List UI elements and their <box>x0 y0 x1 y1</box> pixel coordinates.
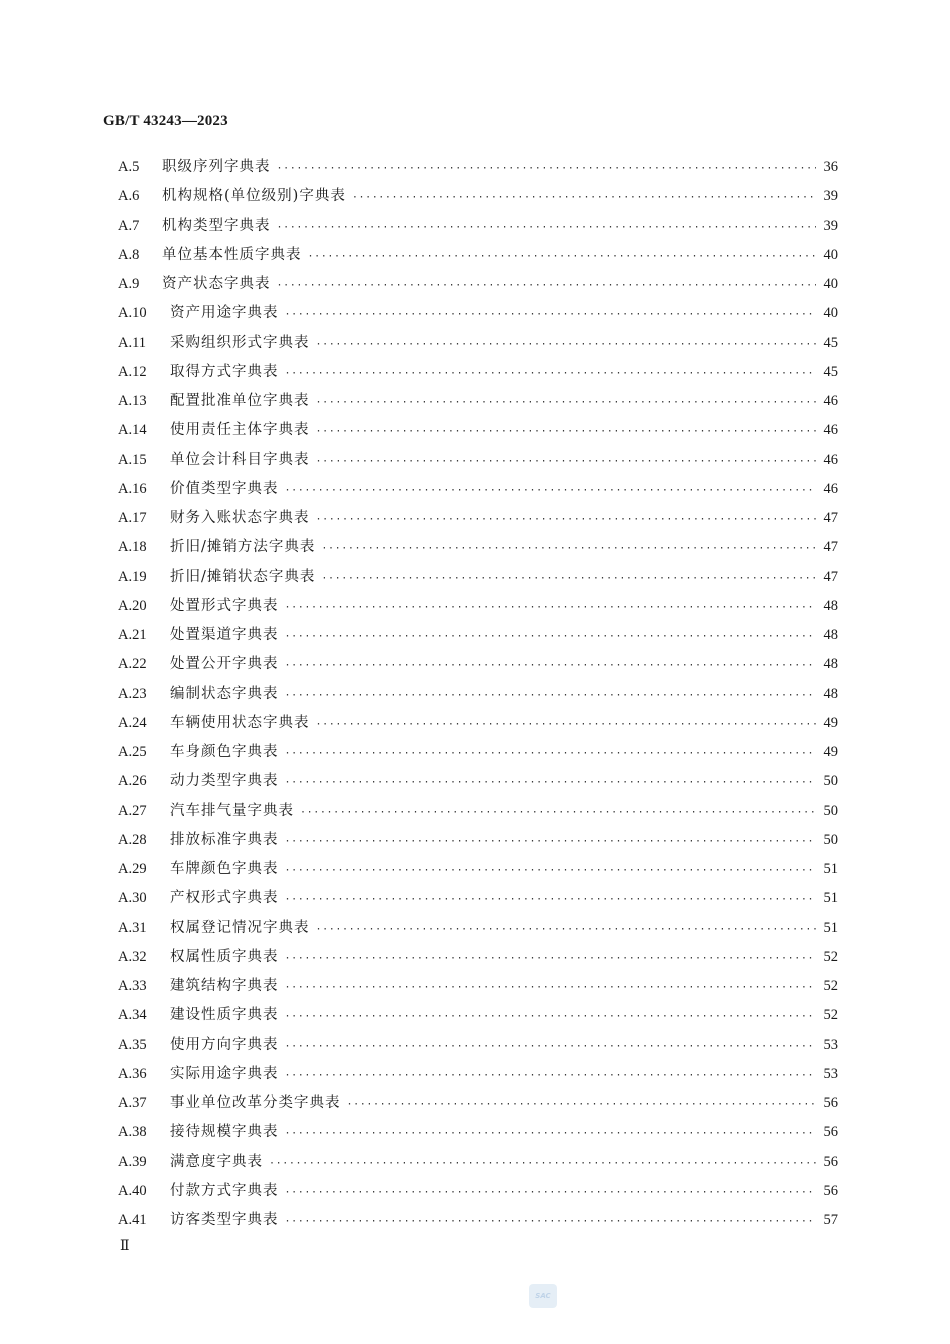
toc-entry[interactable] <box>118 416 838 445</box>
toc-leader-dots <box>285 1061 817 1090</box>
toc-entry-page: 48 <box>823 627 838 643</box>
toc-entry-title: 动力类型字典表 <box>170 773 279 790</box>
toc-entry-page: 47 <box>823 539 838 556</box>
toc-leader-dots <box>285 1119 817 1148</box>
toc-entry-number: A.10 <box>118 305 147 322</box>
toc-entry[interactable] <box>118 1060 838 1089</box>
toc-entry[interactable] <box>118 621 838 650</box>
toc-entry[interactable] <box>118 738 838 767</box>
toc-entry-page: 56 <box>823 1095 838 1111</box>
toc-entry-number: A.38 <box>118 1124 147 1141</box>
toc-entry-page: 51 <box>823 890 838 907</box>
toc-entry-number: A.36 <box>118 1065 147 1082</box>
toc-leader-dots <box>300 798 816 827</box>
toc-entry-title: 车辆使用状态字典表 <box>170 714 310 731</box>
toc-entry-page: 51 <box>823 861 838 877</box>
toc-entry-page: 53 <box>823 1036 838 1053</box>
toc-entry-page: 53 <box>823 1065 838 1082</box>
toc-entry-number: A.35 <box>118 1036 147 1053</box>
toc-entry-title: 折旧/摊销状态字典表 <box>170 568 316 585</box>
toc-entry-page: 56 <box>823 1182 838 1199</box>
toc-entry-page: 39 <box>823 188 838 205</box>
toc-entry-title: 建设性质字典表 <box>170 1007 279 1024</box>
toc-leader-dots <box>277 271 817 300</box>
toc-entry[interactable] <box>118 299 838 328</box>
toc-entry-page: 50 <box>823 831 838 848</box>
toc-leader-dots <box>285 885 817 914</box>
toc-entry[interactable] <box>118 943 838 972</box>
toc-entry[interactable] <box>118 1001 838 1030</box>
toc-leader-dots <box>285 973 817 1002</box>
toc-entry[interactable] <box>118 329 838 358</box>
toc-entry-page: 40 <box>823 305 838 322</box>
toc-entry-page: 56 <box>823 1153 838 1170</box>
toc-entry-page: 51 <box>823 919 838 936</box>
toc-entry[interactable] <box>118 270 838 299</box>
toc-leader-dots <box>285 1032 817 1061</box>
toc-entry[interactable] <box>118 563 838 592</box>
toc-entry-number: A.9 <box>118 276 140 292</box>
toc-entry-title: 价值类型字典表 <box>170 480 279 497</box>
toc-entry[interactable] <box>118 446 838 475</box>
toc-entry-number: A.25 <box>118 744 147 760</box>
toc-leader-dots <box>285 827 817 856</box>
toc-entry-page: 45 <box>823 334 838 351</box>
toc-leader-dots <box>285 856 817 885</box>
toc-entry-title: 机构规格(单位级别)字典表 <box>162 188 346 205</box>
toc-entry-title: 实际用途字典表 <box>170 1065 279 1082</box>
table-of-contents <box>118 153 838 1235</box>
toc-entry-page: 46 <box>823 393 838 409</box>
standard-code: GB/T 43243—2023 <box>103 113 228 129</box>
toc-leader-dots <box>285 768 817 797</box>
toc-entry-title: 折旧/摊销方法字典表 <box>170 539 316 556</box>
toc-leader-dots <box>285 476 817 505</box>
toc-entry-number: A.41 <box>118 1212 147 1228</box>
toc-leader-dots <box>269 1149 816 1178</box>
toc-entry[interactable] <box>118 182 838 211</box>
toc-entry[interactable] <box>118 387 838 416</box>
toc-leader-dots <box>316 388 817 417</box>
toc-entry-number: A.30 <box>118 890 147 907</box>
toc-entry-title: 访客类型字典表 <box>170 1212 279 1228</box>
toc-entry-number: A.5 <box>118 159 140 175</box>
toc-entry[interactable] <box>118 972 838 1001</box>
toc-entry-number: A.7 <box>118 217 140 234</box>
toc-entry-title: 编制状态字典表 <box>170 685 279 702</box>
toc-entry[interactable] <box>118 504 838 533</box>
toc-entry-title: 职级序列字典表 <box>162 159 271 175</box>
toc-entry[interactable] <box>118 767 838 796</box>
toc-entry-page: 46 <box>823 480 838 497</box>
toc-entry-title: 车牌颜色字典表 <box>170 861 279 877</box>
toc-entry[interactable] <box>118 1118 838 1147</box>
toc-entry-page: 47 <box>823 510 838 526</box>
toc-entry[interactable] <box>118 914 838 943</box>
toc-entry[interactable] <box>118 1031 838 1060</box>
toc-entry-page: 46 <box>823 451 838 468</box>
toc-entry-number: A.40 <box>118 1182 147 1199</box>
toc-entry-page: 46 <box>823 422 838 439</box>
toc-entry-title: 接待规模字典表 <box>170 1124 279 1141</box>
toc-entry[interactable] <box>118 650 838 679</box>
toc-entry-number: A.29 <box>118 861 147 877</box>
toc-leader-dots <box>285 651 817 680</box>
toc-leader-dots <box>316 330 817 359</box>
toc-leader-dots <box>352 183 816 212</box>
toc-entry-title: 单位会计科目字典表 <box>170 451 310 468</box>
toc-entry-page: 52 <box>823 948 838 965</box>
toc-entry-page: 50 <box>823 773 838 790</box>
toc-entry[interactable] <box>118 1206 838 1235</box>
toc-entry-title: 机构类型字典表 <box>162 217 271 234</box>
toc-leader-dots <box>285 359 817 388</box>
toc-leader-dots <box>285 1207 817 1236</box>
toc-entry-title: 取得方式字典表 <box>170 363 279 380</box>
toc-entry-title: 单位基本性质字典表 <box>162 246 302 263</box>
toc-entry-title: 建筑结构字典表 <box>170 978 279 994</box>
toc-entry-title: 处置渠道字典表 <box>170 627 279 643</box>
toc-leader-dots <box>308 242 817 271</box>
toc-entry-page: 50 <box>823 802 838 819</box>
toc-entry[interactable] <box>118 1148 838 1177</box>
toc-leader-dots <box>277 154 817 183</box>
toc-entry-title: 汽车排气量字典表 <box>170 802 294 819</box>
toc-leader-dots <box>347 1090 817 1119</box>
toc-entry-number: A.16 <box>118 480 147 497</box>
toc-entry-title: 使用方向字典表 <box>170 1036 279 1053</box>
toc-leader-dots <box>285 944 817 973</box>
toc-entry-page: 47 <box>823 568 838 585</box>
toc-entry-title: 资产状态字典表 <box>162 276 271 292</box>
toc-entry-title: 满意度字典表 <box>170 1153 263 1170</box>
toc-entry-number: A.37 <box>118 1095 147 1111</box>
toc-entry-number: A.23 <box>118 685 147 702</box>
toc-entry[interactable] <box>118 153 838 182</box>
toc-entry[interactable] <box>118 1177 838 1206</box>
toc-entry[interactable] <box>118 797 838 826</box>
toc-leader-dots <box>316 417 817 446</box>
toc-entry-title: 权属登记情况字典表 <box>170 919 310 936</box>
toc-entry-title: 付款方式字典表 <box>170 1182 279 1199</box>
toc-entry-title: 配置批准单位字典表 <box>170 393 310 409</box>
toc-entry-page: 49 <box>823 744 838 760</box>
toc-entry-number: A.24 <box>118 714 147 731</box>
toc-entry-number: A.39 <box>118 1153 147 1170</box>
toc-entry-page: 49 <box>823 714 838 731</box>
toc-leader-dots <box>277 213 817 242</box>
toc-entry-number: A.19 <box>118 568 147 585</box>
toc-entry-page: 52 <box>823 978 838 994</box>
toc-entry-title: 使用责任主体字典表 <box>170 422 310 439</box>
toc-entry-number: A.8 <box>118 246 140 263</box>
toc-entry[interactable] <box>118 212 838 241</box>
toc-entry-number: A.20 <box>118 597 147 614</box>
toc-entry[interactable] <box>118 475 838 504</box>
toc-entry[interactable] <box>118 855 838 884</box>
toc-entry-title: 资产用途字典表 <box>170 305 279 322</box>
toc-leader-dots <box>316 505 817 534</box>
toc-entry-page: 48 <box>823 597 838 614</box>
toc-entry-page: 45 <box>823 363 838 380</box>
toc-leader-dots <box>321 534 816 563</box>
toc-entry-number: A.13 <box>118 393 147 409</box>
toc-entry[interactable] <box>118 826 838 855</box>
toc-entry-title: 事业单位改革分类字典表 <box>170 1095 341 1111</box>
toc-entry[interactable] <box>118 884 838 913</box>
toc-entry-number: A.22 <box>118 656 147 673</box>
toc-entry-number: A.11 <box>118 334 147 351</box>
toc-entry-number: A.32 <box>118 948 147 965</box>
toc-entry-number: A.34 <box>118 1007 147 1024</box>
toc-entry[interactable] <box>118 680 838 709</box>
toc-entry-number: A.14 <box>118 422 147 439</box>
toc-entry-number: A.17 <box>118 510 147 526</box>
toc-entry-title: 产权形式字典表 <box>170 890 279 907</box>
toc-leader-dots <box>285 681 817 710</box>
toc-leader-dots <box>285 1178 817 1207</box>
toc-entry-page: 57 <box>823 1212 838 1228</box>
toc-entry-page: 56 <box>823 1124 838 1141</box>
toc-entry-title: 采购组织形式字典表 <box>170 334 310 351</box>
toc-entry-page: 52 <box>823 1007 838 1024</box>
toc-leader-dots <box>321 564 816 593</box>
toc-leader-dots <box>285 739 817 768</box>
toc-leader-dots <box>316 710 817 739</box>
sac-watermark-logo: SAC <box>529 1284 557 1308</box>
toc-entry-number: A.18 <box>118 539 147 556</box>
toc-entry-page: 48 <box>823 685 838 702</box>
page-number: Ⅱ <box>120 1239 130 1254</box>
toc-entry-number: A.12 <box>118 363 147 380</box>
toc-entry[interactable] <box>118 358 838 387</box>
toc-entry-title: 排放标准字典表 <box>170 831 279 848</box>
toc-leader-dots <box>316 915 817 944</box>
toc-entry-page: 40 <box>823 246 838 263</box>
toc-entry-number: A.26 <box>118 773 147 790</box>
toc-entry-title: 处置公开字典表 <box>170 656 279 673</box>
toc-entry-number: A.28 <box>118 831 147 848</box>
toc-leader-dots <box>285 1002 817 1031</box>
toc-entry[interactable] <box>118 241 838 270</box>
toc-entry-number: A.6 <box>118 188 140 205</box>
toc-entry-number: A.21 <box>118 627 147 643</box>
toc-entry[interactable] <box>118 1089 838 1118</box>
toc-entry-page: 48 <box>823 656 838 673</box>
toc-leader-dots <box>285 300 817 329</box>
toc-entry-page: 40 <box>823 276 838 292</box>
toc-leader-dots <box>285 593 817 622</box>
toc-entry-number: A.27 <box>118 802 147 819</box>
toc-leader-dots <box>285 622 817 651</box>
toc-entry-title: 车身颜色字典表 <box>170 744 279 760</box>
toc-entry-number: A.15 <box>118 451 147 468</box>
toc-entry[interactable] <box>118 592 838 621</box>
toc-entry[interactable] <box>118 709 838 738</box>
toc-entry-number: A.33 <box>118 978 147 994</box>
toc-entry-page: 39 <box>823 217 838 234</box>
toc-entry-page: 36 <box>823 159 838 175</box>
toc-entry-number: A.31 <box>118 919 147 936</box>
toc-leader-dots <box>316 447 817 476</box>
toc-entry[interactable] <box>118 533 838 562</box>
toc-entry-title: 财务入账状态字典表 <box>170 510 310 526</box>
toc-entry-title: 权属性质字典表 <box>170 948 279 965</box>
toc-entry-title: 处置形式字典表 <box>170 597 279 614</box>
